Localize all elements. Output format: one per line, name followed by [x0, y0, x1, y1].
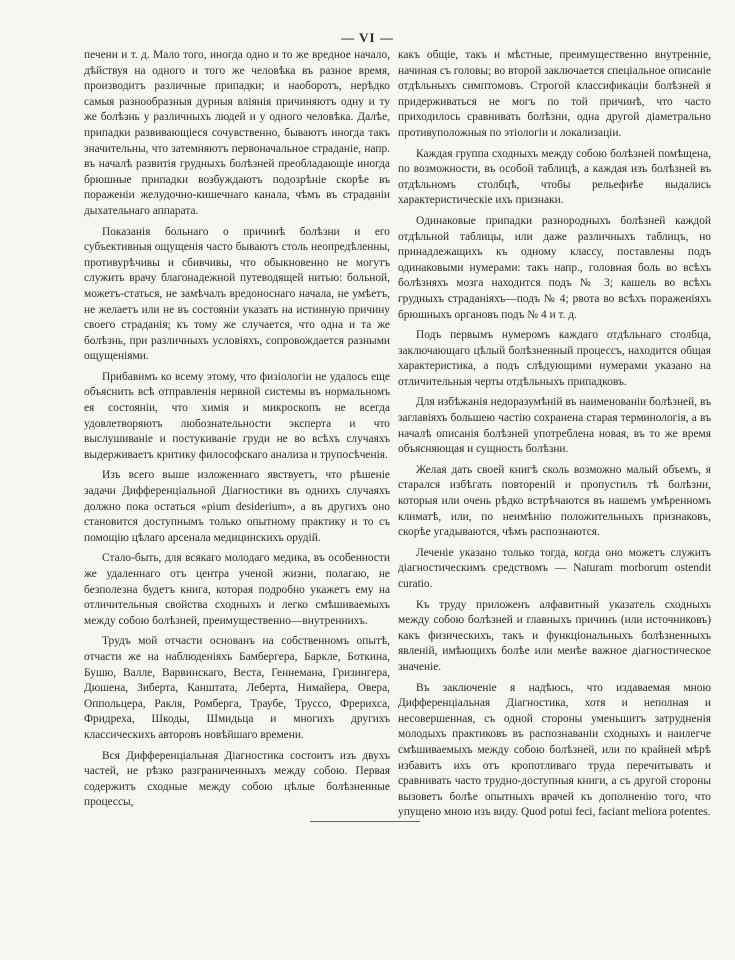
paragraph: Желая дать своей книгѣ сколь возможно малый объемъ, я старался избѣгать повтореній и пропустилъ тѣ болѣзни, которыя или очень рѣдко встрѣчаются въ нашемъ умѣренномъ климатѣ, или, по неимѣнію положительныхъ признаковъ, скорѣе угадываются, чѣмъ распознаются. [398, 463, 711, 539]
paragraph: Для избѣжанія недоразумѣній въ наименованіи болѣзней, въ заглавіяхъ большею частію сохранена старая терминологія, а въ началѣ описанія болѣзней употреблена новая, въ то же время объясняющая и сущность болѣзни. [398, 396, 711, 456]
paragraph: печени и т. д. Мало того, иногда одно и то же вредное начало, дѣйствуя на одного и того же человѣка въ разное время, производитъ различные припадки; и наоборотъ, нерѣдко самыя разнообразныя дурныя вліянія причиняютъ одну и ту же болѣзнь у различныхъ людей и у одного человѣка. Далѣе, припадки развивающіеся сочувственно, бываютъ иногда такъ значительны, что затемняютъ первоначальное страданіе, напр. въ началѣ развитія грудныхъ болѣзней преобладающіе иногда брюшные припадки возбуждаютъ подозрѣніе скорѣе въ пораженіи желудочно-кишечнаго канала, чѣмъ въ страданіи дыхательнаго аппарата. [84, 49, 390, 217]
paragraph: Леченіе указано только тогда, когда оно можетъ служить діагностическимъ средствомъ — Naturam morborum ostendit curatio. [398, 546, 711, 590]
paragraph: Изъ всего выше изложеннаго явствуетъ, что рѣшеніе задачи Дифференціальной Діагностики въ однихъ случаяхъ должно пока остаться «pium desiderium», а въ другихъ оно становится доступнымъ только опытному практику и то съ помощію цѣлаго арсенала медицинскихъ орудій. [84, 469, 390, 544]
paragraph: Вся Дифференціальная Діагностика состоитъ изъ двухъ частей, не рѣзко разграниченныхъ между собою. Первая содержитъ сходные между собою цѣлые болѣзненные процессы, [84, 749, 390, 809]
page-number: — VI — [341, 30, 394, 45]
paragraph: Каждая группа сходныхъ между собою болѣзней помѣщена, по возможности, въ особой таблицѣ, а каждая изъ болѣзней въ отдѣльномъ столбцѣ, чтобы рельефнѣе выдались характеристическіе ихъ признаки. [398, 147, 711, 207]
paragraph: Показанія больнаго о причинѣ болѣзни и его субъективныя ощущенія часто бываютъ столь неопредѣленны, противурѣчивы и сбивчивы, что обыкновенно не могутъ служить врачу благонадежной путеводящей нитью: больной, можетъ-статься, не замѣчалъ вредоноснаго начала, не умѣетъ, не желаетъ или не въ состояніи указать на истинную причину своего страданія; къ тому же случается, что одна и та же болѣзнь, при различныхъ условіяхъ, сопровождается разными ощущеніями. [84, 225, 390, 363]
paragraph: Въ заключеніе я надѣюсь, что издаваемая мною Дифференціальная Діагностика, хотя и неполная и несовершенная, съ одной стороны уменьшитъ затрудненія молодыхъ практиковъ въ распознаваніи сходныхъ и наилегче смѣшиваемыхъ между собою болѣзней, или по крайней мѣрѣ избавитъ ихъ отъ кропотливаго труда перечитывать и сравнивать часто трудно-доступныя книги, а съ другой стороны вызоветъ болѣе опытныхъ врачей къ дополненію того, что упущено мною изъ виду. Quod potui feci, faciant meliora potentes. [398, 681, 711, 819]
paragraph: Стало-быть, для всякаго молодаго медика, въ особенности же удаленнаго отъ центра ученой жизни, полагаю, не безполезна будетъ книга, которая подробно укажетъ ему на отличительныя свойства сходныхъ и легко смѣшиваемыхъ между собою болѣзней, преимущественно—внутреннихъ. [84, 552, 390, 627]
paragraph: Подъ первымъ нумеромъ каждаго отдѣльнаго столбца, заключающаго цѣлый болѣзненный процессъ, находится общая характеристика, а подъ слѣдующими нумерами указано на отличительныя черты отдѣльныхъ припадковъ. [398, 329, 711, 388]
left-column [84, 48, 390, 816]
paragraph: какъ общіе, такъ и мѣстные, преимущественно внутренніе, начиная съ головы; во второй заключается спеціальное описаніе отдѣльныхъ симптомовъ. Строгой классификаціи болѣзней я придерживаться не могъ по той причинѣ, что часто приходилось сравнивать болѣзни, одна другой діаметрально противуположныя по этіологіи и локализаціи. [398, 49, 711, 139]
paragraph: Трудъ мой отчасти основанъ на собственномъ опытѣ, отчасти же на наблюденіяхъ Бамбергера, Баркле, Боткина, Бушю, Валле, Варвинскаго, Веста, Геннемана, Гризингера, Дюшена, Зиберта, Канштата, Леберта, Нимайера, Овера, Оппольцера, Ракля, Ромберга, Траубе, Труссо, Фрерихса, Фридреха, Шкоды, Шмидьца и многихъ другихъ классическихъ авторовъ новѣйшаго времени. [84, 635, 390, 741]
paragraph: Къ труду приложенъ алфавитный указатель сходныхъ между собою болѣзней и главныхъ причинъ (или источниковъ) какъ физическихъ, такъ и функціональныхъ болѣзненныхъ явленій, имѣющихъ болѣе или менѣе важное діагностическое значеніе. [398, 598, 711, 673]
right-column [398, 48, 711, 826]
paragraph: Одинаковые припадки разнородныхъ болѣзней каждой отдѣльной таблицы, или даже различныхъ таблицъ, но принадлежащихъ къ одному классу, поставлены подъ одинаковыми нумерами: такъ напр., головная боль во всѣхъ болѣзняхъ мозга находится подъ № 3; кашель во всѣхъ грудныхъ страданіяхъ—подъ № 4; рвота во всѣхъ пораженіяхъ брюшныхъ органовъ подъ № 4 и т. д. [398, 214, 711, 321]
paragraph: Прибавимъ ко всему этому, что физіологіи не удалось еще объяснить всѣ отправленія нервной системы въ нормальномъ ея состояніи, что химія и микроскопъ не всегда удовлетворяютъ любознательности эксперта и что выслушиваніе и постукиваніе груди не во всѣхъ случаяхъ выдерживаетъ критику философскаго анализа и трупосѣченія. [84, 370, 390, 461]
closing-rule [310, 821, 420, 822]
